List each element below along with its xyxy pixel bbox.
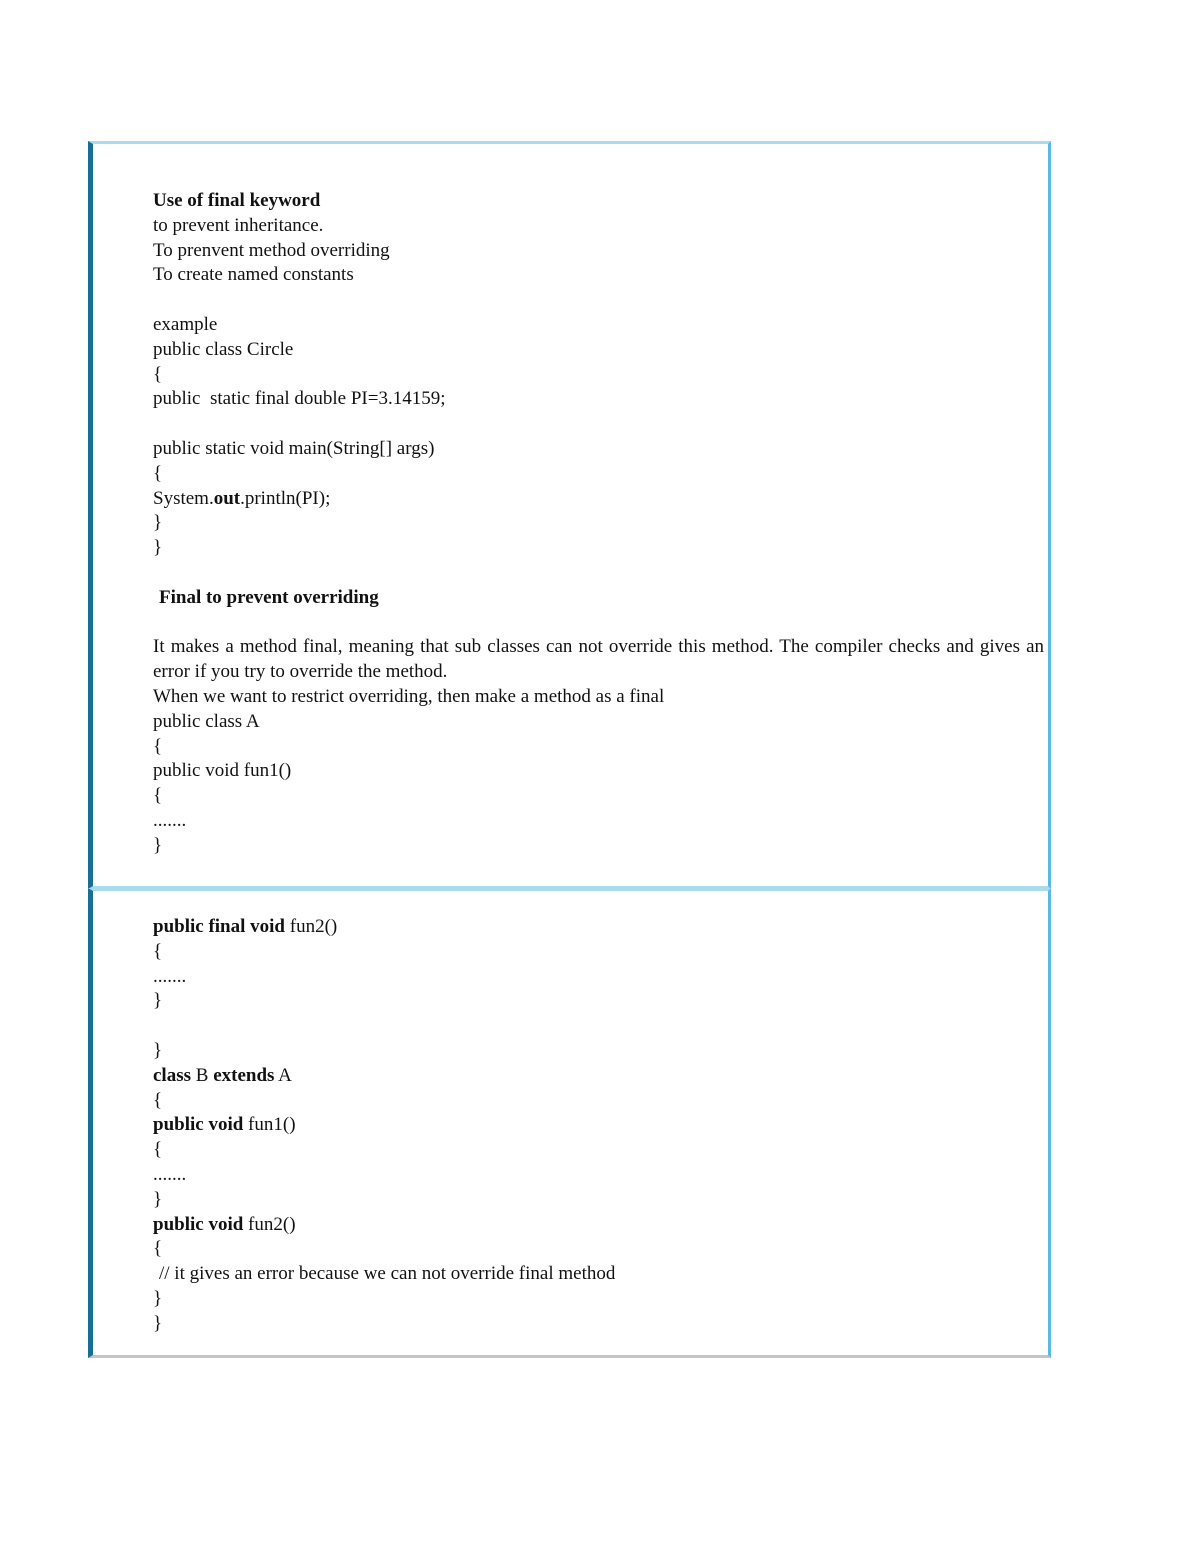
code-line: { (153, 735, 163, 757)
code-line: { (153, 1238, 163, 1260)
spacer (153, 561, 1044, 586)
code-line: public static final double PI=3.14159; (153, 388, 446, 410)
code-line: ....... (153, 1163, 187, 1185)
point-named-constants: To create named constants (153, 264, 354, 286)
code-text: System. (153, 487, 214, 509)
code-keyword: public void (153, 1114, 244, 1136)
paragraph-final-method: It makes a method final, meaning that sub classes can not override this method. The compiler checks and gives an error if you try to override the method. (153, 636, 1044, 683)
point-prevent-overriding: To prenvent method overriding (153, 239, 390, 261)
code-line-class-b (153, 1064, 1044, 1089)
code-text: fun2() (243, 1213, 296, 1235)
code-line: public static void main(String[] args) (153, 437, 435, 459)
code-line: { (153, 1139, 163, 1161)
spacer (153, 288, 1044, 313)
code-line: } (153, 1188, 163, 1210)
code-line: } (153, 537, 163, 559)
spacer (153, 611, 1044, 636)
example-label: example (153, 313, 218, 335)
code-line: public class A (153, 710, 260, 732)
code-keyword: extends (213, 1064, 275, 1086)
content-box-top (88, 141, 1051, 889)
code-keyword: class (153, 1064, 191, 1086)
code-line: public class Circle (153, 338, 294, 360)
code-line: { (153, 940, 163, 962)
code-line: public void fun1() (153, 760, 292, 782)
code-line-fun2-final (153, 915, 1044, 940)
code-text: .println(PI); (240, 487, 331, 509)
code-line: } (153, 990, 163, 1012)
code-text: fun2() (285, 916, 338, 937)
code-line: { (153, 785, 163, 807)
code-line: } (153, 1312, 163, 1334)
code-line-b-fun2 (153, 1213, 1044, 1238)
code-keyword: out (213, 487, 241, 509)
code-line: } (153, 1287, 163, 1309)
code-keyword: public void (153, 1213, 244, 1235)
code-line: { (153, 363, 163, 385)
code-comment: // it gives an error because we can not override final method (159, 1263, 616, 1285)
section-heading-final-keyword: Use of final keyword (153, 190, 321, 211)
code-line-println (153, 487, 1044, 512)
restrict-line: When we want to restrict overriding, then make a method as a final (153, 685, 665, 707)
code-line: { (153, 462, 163, 484)
content-box-bottom (88, 888, 1051, 1358)
code-text: A (274, 1064, 292, 1086)
point-prevent-inheritance: to prevent inheritance. (153, 214, 324, 236)
code-line: ....... (153, 965, 187, 987)
section-heading-prevent-overriding: Final to prevent overriding (159, 586, 379, 608)
code-line-b-fun1 (153, 1113, 1044, 1138)
code-text: B (191, 1064, 214, 1086)
content-bottom (153, 915, 1044, 1337)
code-line: { (153, 1089, 163, 1111)
spacer (153, 1014, 1044, 1039)
code-line: } (153, 1039, 163, 1061)
code-line: } (153, 512, 163, 534)
code-text: fun1() (243, 1114, 296, 1136)
spacer (153, 412, 1044, 437)
code-line: ....... (153, 809, 187, 831)
code-line: } (153, 834, 163, 856)
content-top (153, 189, 1044, 859)
code-keyword: public final void (153, 916, 285, 937)
